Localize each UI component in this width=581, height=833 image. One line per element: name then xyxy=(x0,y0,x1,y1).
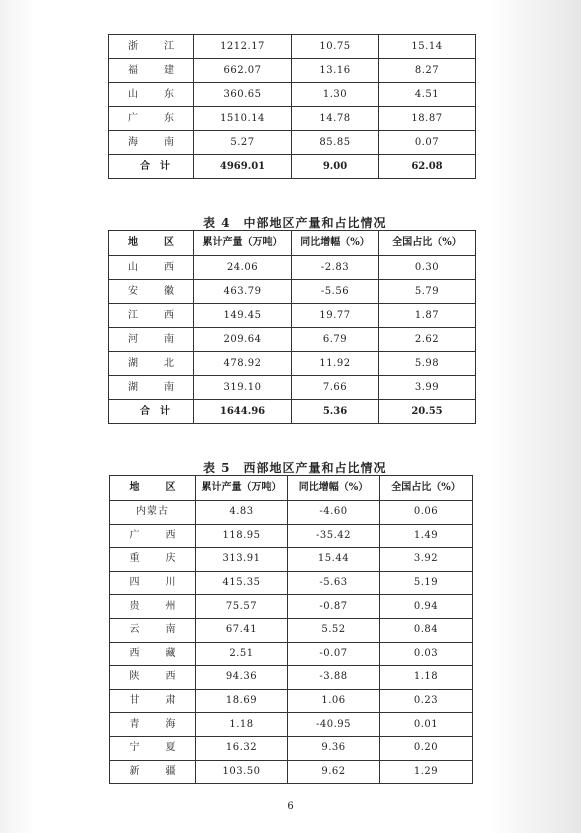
cell-share: 0.23 xyxy=(380,689,473,713)
total-growth: 5.36 xyxy=(292,400,379,424)
cell-share: 0.30 xyxy=(379,256,476,280)
cell-region: 湖 北 xyxy=(109,352,194,376)
table-row xyxy=(110,736,473,760)
cell-growth: -2.83 xyxy=(292,256,379,280)
cell-region: 江 西 xyxy=(109,304,194,328)
cell-growth: 9.62 xyxy=(288,760,380,784)
cell-growth: -0.07 xyxy=(288,642,380,666)
table-row xyxy=(109,352,476,376)
cell-output: 4.83 xyxy=(196,501,288,525)
cell-region: 新 疆 xyxy=(110,760,196,784)
cell-growth: 14.78 xyxy=(292,107,379,131)
cell-region: 安 徽 xyxy=(109,280,194,304)
cell-growth: -3.88 xyxy=(288,666,380,690)
cell-output: 118.95 xyxy=(196,524,288,548)
table-row xyxy=(110,618,473,642)
cell-output: 1.18 xyxy=(196,713,288,737)
cell-output: 2.51 xyxy=(196,642,288,666)
cell-output: 1510.14 xyxy=(194,107,292,131)
cell-region: 山 东 xyxy=(109,83,194,107)
cell-output: 209.64 xyxy=(194,328,292,352)
table-row xyxy=(110,524,473,548)
cell-region: 陕 西 xyxy=(110,666,196,690)
cell-region: 四 川 xyxy=(110,571,196,595)
page-number: 6 xyxy=(287,801,294,812)
column-header: 同比增幅（%） xyxy=(288,476,380,501)
cell-region: 福 建 xyxy=(109,59,194,83)
total-region: 合 计 xyxy=(109,155,194,179)
cell-output: 463.79 xyxy=(194,280,292,304)
cell-region: 贵 州 xyxy=(110,595,196,619)
table-row xyxy=(110,548,473,572)
table4-body xyxy=(109,256,476,424)
cell-growth: 13.16 xyxy=(292,59,379,83)
table-header-row xyxy=(110,476,473,501)
table-eastern-body xyxy=(109,35,476,179)
cell-share: 2.62 xyxy=(379,328,476,352)
cell-output: 149.45 xyxy=(194,304,292,328)
total-output: 4969.01 xyxy=(194,155,292,179)
table5-header xyxy=(110,476,473,501)
cell-region: 广 东 xyxy=(109,107,194,131)
cell-region: 海 南 xyxy=(109,131,194,155)
total-share: 20.55 xyxy=(379,400,476,424)
cell-share: 1.29 xyxy=(380,760,473,784)
cell-share: 8.27 xyxy=(379,59,476,83)
cell-share: 5.19 xyxy=(380,571,473,595)
cell-growth: 9.36 xyxy=(288,736,380,760)
cell-region: 河 南 xyxy=(109,328,194,352)
cell-growth: 6.79 xyxy=(292,328,379,352)
cell-output: 75.57 xyxy=(196,595,288,619)
table4-caption: 表 4 中部地区产量和占比情况 xyxy=(203,216,387,230)
table-row xyxy=(109,83,476,107)
cell-growth: 19.77 xyxy=(292,304,379,328)
column-header: 全国占比（%） xyxy=(380,476,473,501)
cell-share: 5.98 xyxy=(379,352,476,376)
cell-output: 16.32 xyxy=(196,736,288,760)
cell-growth: 1.06 xyxy=(288,689,380,713)
cell-region: 云 南 xyxy=(110,618,196,642)
cell-share: 0.07 xyxy=(379,131,476,155)
table-row xyxy=(110,713,473,737)
cell-growth: 15.44 xyxy=(288,548,380,572)
cell-region: 湖 南 xyxy=(109,376,194,400)
cell-growth: -5.63 xyxy=(288,571,380,595)
total-row xyxy=(109,400,476,424)
cell-region: 浙 江 xyxy=(109,35,194,59)
cell-output: 24.06 xyxy=(194,256,292,280)
cell-growth: 5.52 xyxy=(288,618,380,642)
table-eastern-continued xyxy=(108,34,476,179)
cell-share: 1.49 xyxy=(380,524,473,548)
table-row xyxy=(110,501,473,525)
cell-region: 重 庆 xyxy=(110,548,196,572)
cell-share: 18.87 xyxy=(379,107,476,131)
cell-output: 5.27 xyxy=(194,131,292,155)
table-row xyxy=(109,131,476,155)
table-header-row xyxy=(109,231,476,256)
cell-output: 360.65 xyxy=(194,83,292,107)
cell-region: 西 藏 xyxy=(110,642,196,666)
table-row xyxy=(109,304,476,328)
cell-share: 0.94 xyxy=(380,595,473,619)
table-row xyxy=(109,376,476,400)
cell-output: 103.50 xyxy=(196,760,288,784)
cell-growth: -4.60 xyxy=(288,501,380,525)
cell-share: 0.01 xyxy=(380,713,473,737)
cell-share: 0.06 xyxy=(380,501,473,525)
column-header: 同比增幅（%） xyxy=(292,231,379,256)
cell-output: 319.10 xyxy=(194,376,292,400)
table-row xyxy=(110,760,473,784)
cell-output: 67.41 xyxy=(196,618,288,642)
cell-output: 415.35 xyxy=(196,571,288,595)
cell-region: 宁 夏 xyxy=(110,736,196,760)
total-growth: 9.00 xyxy=(292,155,379,179)
table-row xyxy=(109,256,476,280)
table-row xyxy=(110,666,473,690)
cell-growth: -0.87 xyxy=(288,595,380,619)
total-share: 62.08 xyxy=(379,155,476,179)
cell-share: 5.79 xyxy=(379,280,476,304)
cell-share: 1.87 xyxy=(379,304,476,328)
cell-growth: 11.92 xyxy=(292,352,379,376)
cell-share: 15.14 xyxy=(379,35,476,59)
cell-output: 478.92 xyxy=(194,352,292,376)
table-row xyxy=(109,280,476,304)
table5-western xyxy=(109,475,473,784)
table5-caption: 表 5 西部地区产量和占比情况 xyxy=(203,461,387,475)
cell-growth: -35.42 xyxy=(288,524,380,548)
cell-output: 94.36 xyxy=(196,666,288,690)
table-row xyxy=(110,689,473,713)
total-region: 合 计 xyxy=(109,400,194,424)
cell-share: 3.99 xyxy=(379,376,476,400)
cell-share: 3.92 xyxy=(380,548,473,572)
cell-share: 0.20 xyxy=(380,736,473,760)
cell-growth: 1.30 xyxy=(292,83,379,107)
table-row xyxy=(109,35,476,59)
total-row xyxy=(109,155,476,179)
cell-output: 1212.17 xyxy=(194,35,292,59)
cell-growth: -40.95 xyxy=(288,713,380,737)
cell-region: 山 西 xyxy=(109,256,194,280)
table4-header xyxy=(109,231,476,256)
column-header: 全国占比（%） xyxy=(379,231,476,256)
cell-growth: -5.56 xyxy=(292,280,379,304)
cell-share: 0.03 xyxy=(380,642,473,666)
column-header: 地 区 xyxy=(109,231,194,256)
cell-output: 313.91 xyxy=(196,548,288,572)
table-row xyxy=(110,595,473,619)
column-header: 累计产量（万吨） xyxy=(196,476,288,501)
table-row xyxy=(110,571,473,595)
cell-growth: 85.85 xyxy=(292,131,379,155)
cell-share: 4.51 xyxy=(379,83,476,107)
cell-region: 内蒙古 xyxy=(110,501,196,525)
table5-body xyxy=(110,501,473,784)
cell-share: 0.84 xyxy=(380,618,473,642)
cell-region: 广 西 xyxy=(110,524,196,548)
table-row xyxy=(109,59,476,83)
total-output: 1644.96 xyxy=(194,400,292,424)
table-row xyxy=(109,107,476,131)
cell-growth: 7.66 xyxy=(292,376,379,400)
table-row xyxy=(110,642,473,666)
column-header: 累计产量（万吨） xyxy=(194,231,292,256)
cell-output: 662.07 xyxy=(194,59,292,83)
table-row xyxy=(109,328,476,352)
table4-central xyxy=(108,230,476,424)
column-header: 地 区 xyxy=(110,476,196,501)
cell-region: 青 海 xyxy=(110,713,196,737)
cell-region: 甘 肃 xyxy=(110,689,196,713)
cell-share: 1.18 xyxy=(380,666,473,690)
cell-growth: 10.75 xyxy=(292,35,379,59)
cell-output: 18.69 xyxy=(196,689,288,713)
